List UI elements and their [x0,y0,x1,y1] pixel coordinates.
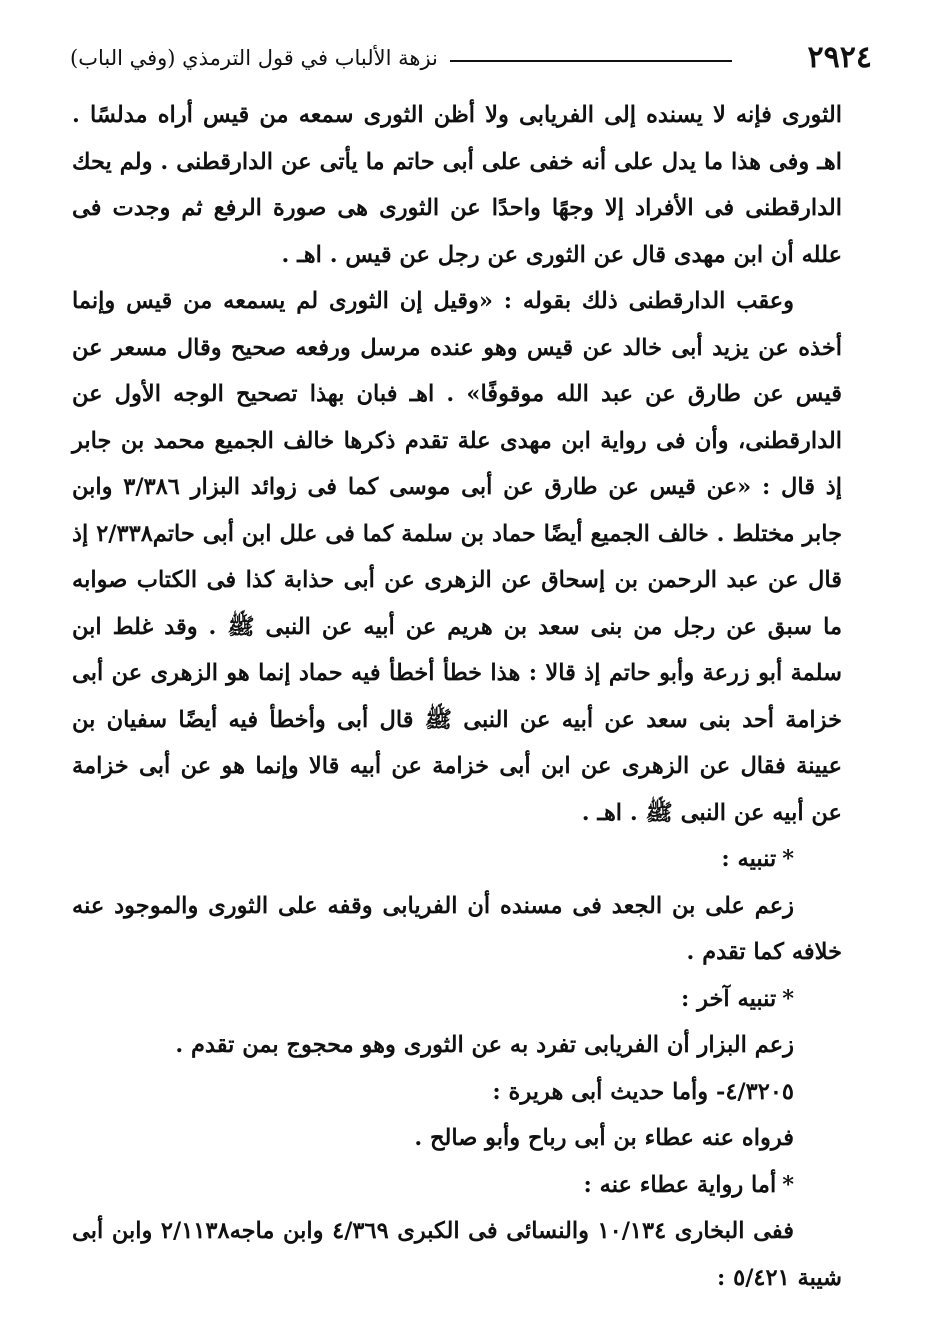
heading-another-note-text: تنبيه آخر : [680,985,777,1012]
page-header [70,38,872,78]
paragraph-3: زعم على بن الجعد فى مسنده أن الفريابى وقفه على الثورى والموجود عنه خلافه كما تقدم . [72,892,842,965]
heading-ata-narration-text: أما رواية عطاء عنه : [583,1171,777,1198]
paragraph-1: الثورى فإنه لا يسنده إلى الفريابى ولا أظن الثورى سمعه من قيس أراه مدلسًا . اهـ وفى هذا ما يدل على أنه خفى على أبى حاتم ما يأتى عن الدارقطنى . ولم يحك الدارقطنى فى الأفراد إلا وجهًا واحدًا عن الثورى هى صورة الرفع ثم وجدت فى علله أن ابن مهدى قال عن الثورى عن رجل عن قيس . اهـ . [72,102,842,268]
running-title: نزهة الألباب في قول الترمذي (وفي الباب) [70,46,438,70]
heading-note-text: تنبيه : [721,846,777,872]
heading-abu-hurayra: ٤/٣٢٠٥- وأما حديث أبى هريرة : [492,1078,794,1105]
heading-ata-narration [72,1162,842,1209]
paragraph-2: وعقب الدارقطنى ذلك بقوله : «وقيل إن الثورى لم يسمعه من قيس وإنما أخذه عن يزيد أبى خالد عن قيس وهو عنده مرسل ورفعه صحيح وقال مسعر عن قيس عن طارق عن عبد الله موقوفًا» . اهـ فبان بهذا تصحيح الوجه الأول عن الدارقطنى، وأن فى رواية ابن مهدى علة تقدم ذكرها خالف الجميع محمد بن جابر إذ قال : «عن قيس عن طارق عن أبى موسى كما فى زوائد البزار ٣/٣٨٦ وابن جابر مختلط . خالف الجميع أيضًا حماد بن سلمة كما فى علل ابن أبى حاتم٢/٣٣٨ إذ قال عن عبد الرحمن بن إسحاق عن الزهرى عن أبى حذابة كذا فى الكتاب صوابه ما سبق عن رجل من بنى سعد بن هريم عن أبيه عن النبى ﷺ . وقد غلط ابن سلمة أبو زرعة وأبو حاتم إذ قالا : هذا خطأ أخطأ فيه حماد إنما هو الزهرى عن أبى خزامة أحد بنى سعد عن أبيه عن النبى ﷺ قال أبى وأخطأ فيه أيضًا سفيان بن عيينة فقال عن الزهرى عن ابن أبى خزامة عن أبيه قالا وإنما هو عن أبى خزامة عن أبيه عن النبى ﷺ . اهـ . [72,288,843,826]
page-body [72,92,842,1301]
paragraph-6: ففى البخارى ١٠/١٣٤ والنسائى فى الكبرى ٤/٣٦٩ وابن ماجه٢/١١٣٨ وابن أبى شيبة ٥/٤٢١ : [72,1218,842,1291]
star-icon: * [782,985,794,1012]
paragraph-5: فرواه عنه عطاء بن أبى رباح وأبو صالح . [414,1125,794,1151]
header-rule [450,60,732,62]
page-number: ٢٩٢٤ [807,40,872,75]
star-icon: * [782,1171,794,1198]
paragraph-4: زعم البزار أن الفريابى تفرد به عن الثورى وهو محجوج بمن تقدم . [175,1032,794,1058]
star-icon: * [782,846,794,872]
heading-note [72,836,842,883]
heading-another-note [72,976,842,1023]
